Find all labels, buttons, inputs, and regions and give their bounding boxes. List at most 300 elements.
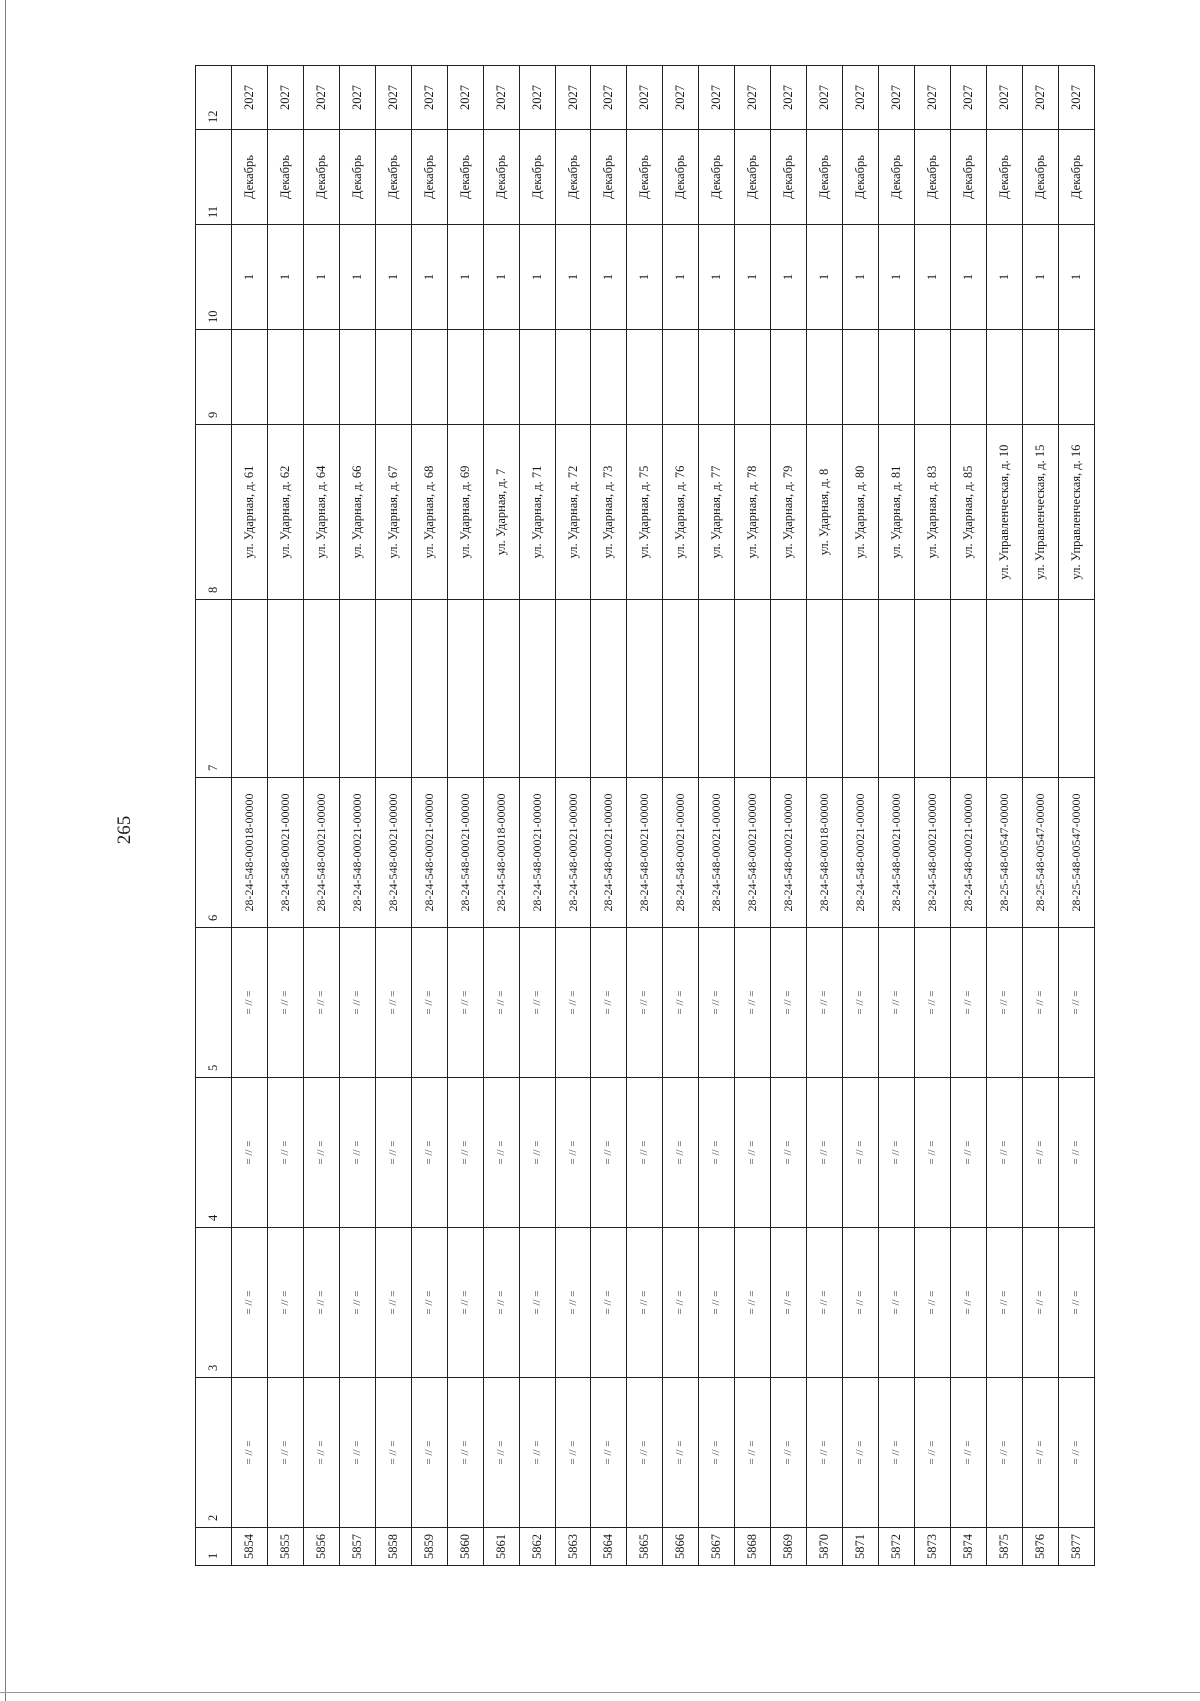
ditto-cell-col5: = // = <box>699 928 735 1078</box>
empty-cell-col9 <box>483 330 519 425</box>
row-number-cell: 5865 <box>627 1528 663 1566</box>
address-cell: ул. Ударная, д. 66 <box>339 425 375 600</box>
year-cell: 2027 <box>843 66 879 130</box>
ditto-cell-col3: = // = <box>663 1228 699 1378</box>
ditto-cell-col4: = // = <box>627 1078 663 1228</box>
empty-cell-col7 <box>447 600 483 778</box>
column-header-4: 4 <box>196 1078 232 1228</box>
month-cell: Декабрь <box>411 130 447 225</box>
table-row <box>555 66 591 1566</box>
ditto-cell-col5: = // = <box>483 928 519 1078</box>
ditto-cell-col3: = // = <box>303 1228 339 1378</box>
registry-table <box>195 65 1095 1566</box>
table-row <box>339 66 375 1566</box>
ditto-cell-col4: = // = <box>555 1078 591 1228</box>
ditto-cell-col2: = // = <box>267 1378 303 1528</box>
year-cell: 2027 <box>447 66 483 130</box>
row-number-cell: 5858 <box>375 1528 411 1566</box>
count-cell: 1 <box>591 225 627 330</box>
ditto-cell-col4: = // = <box>986 1078 1022 1228</box>
ditto-cell-col5: = // = <box>447 928 483 1078</box>
year-cell: 2027 <box>771 66 807 130</box>
table-row <box>267 66 303 1566</box>
row-number-cell: 5862 <box>519 1528 555 1566</box>
row-number-cell: 5861 <box>483 1528 519 1566</box>
year-cell: 2027 <box>699 66 735 130</box>
month-cell: Декабрь <box>267 130 303 225</box>
ditto-cell-col3: = // = <box>267 1228 303 1378</box>
month-cell: Декабрь <box>879 130 915 225</box>
ditto-cell-col2: = // = <box>555 1378 591 1528</box>
table-row <box>807 66 843 1566</box>
address-cell: ул. Ударная, д. 80 <box>843 425 879 600</box>
ditto-cell-col2: = // = <box>879 1378 915 1528</box>
ditto-cell-col3: = // = <box>986 1228 1022 1378</box>
row-number-cell: 5863 <box>555 1528 591 1566</box>
address-cell: ул. Ударная, д. 68 <box>411 425 447 600</box>
ditto-cell-col2: = // = <box>1058 1378 1094 1528</box>
month-cell: Декабрь <box>627 130 663 225</box>
column-header-11: 11 <box>196 130 232 225</box>
empty-cell-col7 <box>879 600 915 778</box>
row-number-cell: 5875 <box>986 1528 1022 1566</box>
empty-cell-col7 <box>699 600 735 778</box>
address-cell: ул. Ударная, д. 71 <box>519 425 555 600</box>
ditto-cell-col3: = // = <box>879 1228 915 1378</box>
table-row <box>483 66 519 1566</box>
empty-cell-col7 <box>591 600 627 778</box>
count-cell: 1 <box>771 225 807 330</box>
ditto-cell-col4: = // = <box>843 1078 879 1228</box>
empty-cell-col7 <box>375 600 411 778</box>
address-cell: ул. Ударная, д. 81 <box>879 425 915 600</box>
ditto-cell-col5: = // = <box>519 928 555 1078</box>
ditto-cell-col5: = // = <box>1022 928 1058 1078</box>
ditto-cell-col3: = // = <box>807 1228 843 1378</box>
ditto-cell-col2: = // = <box>447 1378 483 1528</box>
cadastral-code-cell: 28-24-548-00021-00000 <box>555 778 591 928</box>
ditto-cell-col2: = // = <box>663 1378 699 1528</box>
empty-cell-col7 <box>411 600 447 778</box>
ditto-cell-col4: = // = <box>447 1078 483 1228</box>
year-cell: 2027 <box>807 66 843 130</box>
ditto-cell-col4: = // = <box>879 1078 915 1228</box>
table-row <box>771 66 807 1566</box>
ditto-cell-col3: = // = <box>591 1228 627 1378</box>
empty-cell-col7 <box>986 600 1022 778</box>
empty-cell-col7 <box>1022 600 1058 778</box>
year-cell: 2027 <box>735 66 771 130</box>
ditto-cell-col2: = // = <box>591 1378 627 1528</box>
empty-cell-col9 <box>303 330 339 425</box>
table-row <box>843 66 879 1566</box>
ditto-cell-col4: = // = <box>339 1078 375 1228</box>
row-number-cell: 5873 <box>915 1528 951 1566</box>
empty-cell-col9 <box>915 330 951 425</box>
ditto-cell-col3: = // = <box>375 1228 411 1378</box>
month-cell: Декабрь <box>807 130 843 225</box>
ditto-cell-col3: = // = <box>231 1228 267 1378</box>
count-cell: 1 <box>735 225 771 330</box>
month-cell: Декабрь <box>375 130 411 225</box>
empty-cell-col9 <box>771 330 807 425</box>
year-cell: 2027 <box>591 66 627 130</box>
cadastral-code-cell: 28-24-548-00021-00000 <box>447 778 483 928</box>
empty-cell-col7 <box>555 600 591 778</box>
ditto-cell-col2: = // = <box>699 1378 735 1528</box>
table-row <box>986 66 1022 1566</box>
empty-cell-col9 <box>699 330 735 425</box>
cadastral-code-cell: 28-25-548-00547-00000 <box>1058 778 1094 928</box>
month-cell: Декабрь <box>771 130 807 225</box>
cadastral-code-cell: 28-24-548-00021-00000 <box>699 778 735 928</box>
count-cell: 1 <box>915 225 951 330</box>
address-cell: ул. Управленческая, д. 10 <box>986 425 1022 600</box>
address-cell: ул. Ударная, д. 73 <box>591 425 627 600</box>
ditto-cell-col5: = // = <box>231 928 267 1078</box>
ditto-cell-col2: = // = <box>771 1378 807 1528</box>
address-cell: ул. Ударная, д. 72 <box>555 425 591 600</box>
ditto-cell-col5: = // = <box>375 928 411 1078</box>
empty-cell-col9 <box>951 330 987 425</box>
count-cell: 1 <box>555 225 591 330</box>
empty-cell-col7 <box>231 600 267 778</box>
ditto-cell-col3: = // = <box>1022 1228 1058 1378</box>
ditto-cell-col4: = // = <box>591 1078 627 1228</box>
row-number-cell: 5854 <box>231 1528 267 1566</box>
ditto-cell-col5: = // = <box>267 928 303 1078</box>
row-number-cell: 5857 <box>339 1528 375 1566</box>
ditto-cell-col4: = // = <box>1058 1078 1094 1228</box>
ditto-cell-col3: = // = <box>483 1228 519 1378</box>
empty-cell-col9 <box>735 330 771 425</box>
ditto-cell-col4: = // = <box>411 1078 447 1228</box>
address-cell: ул. Ударная, д. 79 <box>771 425 807 600</box>
row-number-cell: 5856 <box>303 1528 339 1566</box>
count-cell: 1 <box>267 225 303 330</box>
row-number-cell: 5871 <box>843 1528 879 1566</box>
cadastral-code-cell: 28-24-548-00021-00000 <box>303 778 339 928</box>
ditto-cell-col2: = // = <box>843 1378 879 1528</box>
count-cell: 1 <box>303 225 339 330</box>
row-number-cell: 5866 <box>663 1528 699 1566</box>
table-row <box>411 66 447 1566</box>
cadastral-code-cell: 28-24-548-00018-00000 <box>483 778 519 928</box>
cadastral-code-cell: 28-24-548-00021-00000 <box>339 778 375 928</box>
year-cell: 2027 <box>951 66 987 130</box>
ditto-cell-col2: = // = <box>951 1378 987 1528</box>
ditto-cell-col4: = // = <box>483 1078 519 1228</box>
empty-cell-col9 <box>843 330 879 425</box>
address-cell: ул. Ударная, д. 76 <box>663 425 699 600</box>
row-number-cell: 5855 <box>267 1528 303 1566</box>
count-cell: 1 <box>411 225 447 330</box>
table-row <box>699 66 735 1566</box>
count-cell: 1 <box>231 225 267 330</box>
column-header-5: 5 <box>196 928 232 1078</box>
column-header-7: 7 <box>196 600 232 778</box>
ditto-cell-col4: = // = <box>231 1078 267 1228</box>
ditto-cell-col2: = // = <box>519 1378 555 1528</box>
empty-cell-col7 <box>267 600 303 778</box>
empty-cell-col7 <box>627 600 663 778</box>
ditto-cell-col5: = // = <box>411 928 447 1078</box>
empty-cell-col9 <box>1058 330 1094 425</box>
address-cell: ул. Ударная, д. 78 <box>735 425 771 600</box>
ditto-cell-col5: = // = <box>303 928 339 1078</box>
empty-cell-col9 <box>807 330 843 425</box>
table-row <box>915 66 951 1566</box>
ditto-cell-col3: = // = <box>555 1228 591 1378</box>
year-cell: 2027 <box>303 66 339 130</box>
count-cell: 1 <box>339 225 375 330</box>
empty-cell-col7 <box>843 600 879 778</box>
address-cell: ул. Ударная, д. 62 <box>267 425 303 600</box>
ditto-cell-col5: = // = <box>1058 928 1094 1078</box>
cadastral-code-cell: 28-25-548-00547-00000 <box>1022 778 1058 928</box>
month-cell: Декабрь <box>699 130 735 225</box>
table-row <box>231 66 267 1566</box>
empty-cell-col9 <box>231 330 267 425</box>
table-row <box>1058 66 1094 1566</box>
table-row <box>375 66 411 1566</box>
column-header-12: 12 <box>196 66 232 130</box>
address-cell: ул. Ударная, д. 77 <box>699 425 735 600</box>
cadastral-code-cell: 28-24-548-00021-00000 <box>915 778 951 928</box>
month-cell: Декабрь <box>555 130 591 225</box>
column-header-1: 1 <box>196 1528 232 1566</box>
ditto-cell-col4: = // = <box>519 1078 555 1228</box>
ditto-cell-col3: = // = <box>447 1228 483 1378</box>
cadastral-code-cell: 28-24-548-00018-00000 <box>807 778 843 928</box>
column-header-8: 8 <box>196 425 232 600</box>
count-cell: 1 <box>1022 225 1058 330</box>
empty-cell-col9 <box>627 330 663 425</box>
ditto-cell-col5: = // = <box>951 928 987 1078</box>
ditto-cell-col5: = // = <box>879 928 915 1078</box>
address-cell: ул. Ударная, д. 8 <box>807 425 843 600</box>
year-cell: 2027 <box>375 66 411 130</box>
month-cell: Декабрь <box>735 130 771 225</box>
ditto-cell-col5: = // = <box>627 928 663 1078</box>
ditto-cell-col2: = // = <box>375 1378 411 1528</box>
count-cell: 1 <box>627 225 663 330</box>
ditto-cell-col2: = // = <box>1022 1378 1058 1528</box>
ditto-cell-col4: = // = <box>951 1078 987 1228</box>
month-cell: Декабрь <box>1058 130 1094 225</box>
count-cell: 1 <box>519 225 555 330</box>
column-header-9: 9 <box>196 330 232 425</box>
row-number-cell: 5864 <box>591 1528 627 1566</box>
row-number-cell: 5876 <box>1022 1528 1058 1566</box>
count-cell: 1 <box>663 225 699 330</box>
row-number-cell: 5877 <box>1058 1528 1094 1566</box>
cadastral-code-cell: 28-24-548-00021-00000 <box>375 778 411 928</box>
ditto-cell-col3: = // = <box>699 1228 735 1378</box>
table-row <box>447 66 483 1566</box>
table-row <box>951 66 987 1566</box>
ditto-cell-col5: = // = <box>735 928 771 1078</box>
address-cell: ул. Ударная, д. 83 <box>915 425 951 600</box>
month-cell: Декабрь <box>951 130 987 225</box>
month-cell: Декабрь <box>483 130 519 225</box>
cadastral-code-cell: 28-25-548-00547-00000 <box>986 778 1022 928</box>
ditto-cell-col3: = // = <box>951 1228 987 1378</box>
ditto-cell-col4: = // = <box>663 1078 699 1228</box>
ditto-cell-col3: = // = <box>519 1228 555 1378</box>
empty-cell-col9 <box>267 330 303 425</box>
ditto-cell-col5: = // = <box>555 928 591 1078</box>
ditto-cell-col2: = // = <box>986 1378 1022 1528</box>
ditto-cell-col4: = // = <box>1022 1078 1058 1228</box>
year-cell: 2027 <box>915 66 951 130</box>
year-cell: 2027 <box>519 66 555 130</box>
ditto-cell-col5: = // = <box>663 928 699 1078</box>
ditto-cell-col4: = // = <box>699 1078 735 1228</box>
row-number-cell: 5869 <box>771 1528 807 1566</box>
cadastral-code-cell: 28-24-548-00021-00000 <box>771 778 807 928</box>
empty-cell-col9 <box>663 330 699 425</box>
count-cell: 1 <box>986 225 1022 330</box>
ditto-cell-col2: = // = <box>735 1378 771 1528</box>
ditto-cell-col5: = // = <box>986 928 1022 1078</box>
ditto-cell-col5: = // = <box>591 928 627 1078</box>
column-header-2: 2 <box>196 1378 232 1528</box>
month-cell: Декабрь <box>519 130 555 225</box>
ditto-cell-col3: = // = <box>1058 1228 1094 1378</box>
ditto-cell-col2: = // = <box>303 1378 339 1528</box>
rotated-table-container <box>195 66 1095 1566</box>
month-cell: Декабрь <box>986 130 1022 225</box>
address-cell: ул. Ударная, д. 75 <box>627 425 663 600</box>
empty-cell-col9 <box>591 330 627 425</box>
count-cell: 1 <box>483 225 519 330</box>
ditto-cell-col4: = // = <box>267 1078 303 1228</box>
cadastral-code-cell: 28-24-548-00021-00000 <box>879 778 915 928</box>
address-cell: ул. Ударная, д. 61 <box>231 425 267 600</box>
empty-cell-col7 <box>807 600 843 778</box>
empty-cell-col7 <box>519 600 555 778</box>
ditto-cell-col4: = // = <box>303 1078 339 1228</box>
address-cell: ул. Управленческая, д. 16 <box>1058 425 1094 600</box>
ditto-cell-col2: = // = <box>411 1378 447 1528</box>
column-header-3: 3 <box>196 1228 232 1378</box>
ditto-cell-col2: = // = <box>915 1378 951 1528</box>
count-cell: 1 <box>699 225 735 330</box>
row-number-cell: 5874 <box>951 1528 987 1566</box>
empty-cell-col9 <box>879 330 915 425</box>
row-number-cell: 5860 <box>447 1528 483 1566</box>
ditto-cell-col3: = // = <box>735 1228 771 1378</box>
ditto-cell-col4: = // = <box>807 1078 843 1228</box>
year-cell: 2027 <box>627 66 663 130</box>
empty-cell-col9 <box>1022 330 1058 425</box>
ditto-cell-col2: = // = <box>483 1378 519 1528</box>
month-cell: Декабрь <box>447 130 483 225</box>
empty-cell-col9 <box>519 330 555 425</box>
empty-cell-col7 <box>663 600 699 778</box>
cadastral-code-cell: 28-24-548-00021-00000 <box>843 778 879 928</box>
count-cell: 1 <box>807 225 843 330</box>
month-cell: Декабрь <box>591 130 627 225</box>
cadastral-code-cell: 28-24-548-00021-00000 <box>267 778 303 928</box>
cadastral-code-cell: 28-24-548-00018-00000 <box>231 778 267 928</box>
table-row <box>735 66 771 1566</box>
cadastral-code-cell: 28-24-548-00021-00000 <box>951 778 987 928</box>
count-cell: 1 <box>1058 225 1094 330</box>
ditto-cell-col5: = // = <box>915 928 951 1078</box>
count-cell: 1 <box>843 225 879 330</box>
table-row <box>1022 66 1058 1566</box>
year-cell: 2027 <box>339 66 375 130</box>
table-row <box>519 66 555 1566</box>
cadastral-code-cell: 28-24-548-00021-00000 <box>519 778 555 928</box>
row-number-cell: 5859 <box>411 1528 447 1566</box>
ditto-cell-col5: = // = <box>807 928 843 1078</box>
ditto-cell-col3: = // = <box>339 1228 375 1378</box>
table-row <box>663 66 699 1566</box>
ditto-cell-col4: = // = <box>735 1078 771 1228</box>
address-cell: ул. Ударная, д. 85 <box>951 425 987 600</box>
year-cell: 2027 <box>483 66 519 130</box>
header-row <box>196 66 232 1566</box>
column-header-10: 10 <box>196 225 232 330</box>
address-cell: ул. Ударная, д. 7 <box>483 425 519 600</box>
month-cell: Декабрь <box>231 130 267 225</box>
ditto-cell-col4: = // = <box>771 1078 807 1228</box>
table-row <box>303 66 339 1566</box>
month-cell: Декабрь <box>339 130 375 225</box>
year-cell: 2027 <box>663 66 699 130</box>
ditto-cell-col4: = // = <box>375 1078 411 1228</box>
empty-cell-col9 <box>555 330 591 425</box>
ditto-cell-col2: = // = <box>807 1378 843 1528</box>
table-row <box>879 66 915 1566</box>
address-cell: ул. Ударная, д. 69 <box>447 425 483 600</box>
ditto-cell-col2: = // = <box>231 1378 267 1528</box>
year-cell: 2027 <box>986 66 1022 130</box>
year-cell: 2027 <box>411 66 447 130</box>
cadastral-code-cell: 28-24-548-00021-00000 <box>735 778 771 928</box>
row-number-cell: 5870 <box>807 1528 843 1566</box>
year-cell: 2027 <box>231 66 267 130</box>
count-cell: 1 <box>375 225 411 330</box>
month-cell: Декабрь <box>303 130 339 225</box>
scan-bottom-edge <box>0 1692 1200 1693</box>
year-cell: 2027 <box>1058 66 1094 130</box>
cadastral-code-cell: 28-24-548-00021-00000 <box>627 778 663 928</box>
empty-cell-col7 <box>951 600 987 778</box>
month-cell: Декабрь <box>843 130 879 225</box>
month-cell: Декабрь <box>1022 130 1058 225</box>
empty-cell-col9 <box>375 330 411 425</box>
ditto-cell-col4: = // = <box>915 1078 951 1228</box>
month-cell: Декабрь <box>663 130 699 225</box>
cadastral-code-cell: 28-24-548-00021-00000 <box>663 778 699 928</box>
empty-cell-col9 <box>339 330 375 425</box>
ditto-cell-col2: = // = <box>627 1378 663 1528</box>
empty-cell-col7 <box>915 600 951 778</box>
row-number-cell: 5872 <box>879 1528 915 1566</box>
ditto-cell-col3: = // = <box>843 1228 879 1378</box>
count-cell: 1 <box>951 225 987 330</box>
ditto-cell-col3: = // = <box>411 1228 447 1378</box>
address-cell: ул. Ударная, д. 67 <box>375 425 411 600</box>
empty-cell-col7 <box>483 600 519 778</box>
column-header-6: 6 <box>196 778 232 928</box>
empty-cell-col7 <box>339 600 375 778</box>
address-cell: ул. Управленческая, д. 15 <box>1022 425 1058 600</box>
